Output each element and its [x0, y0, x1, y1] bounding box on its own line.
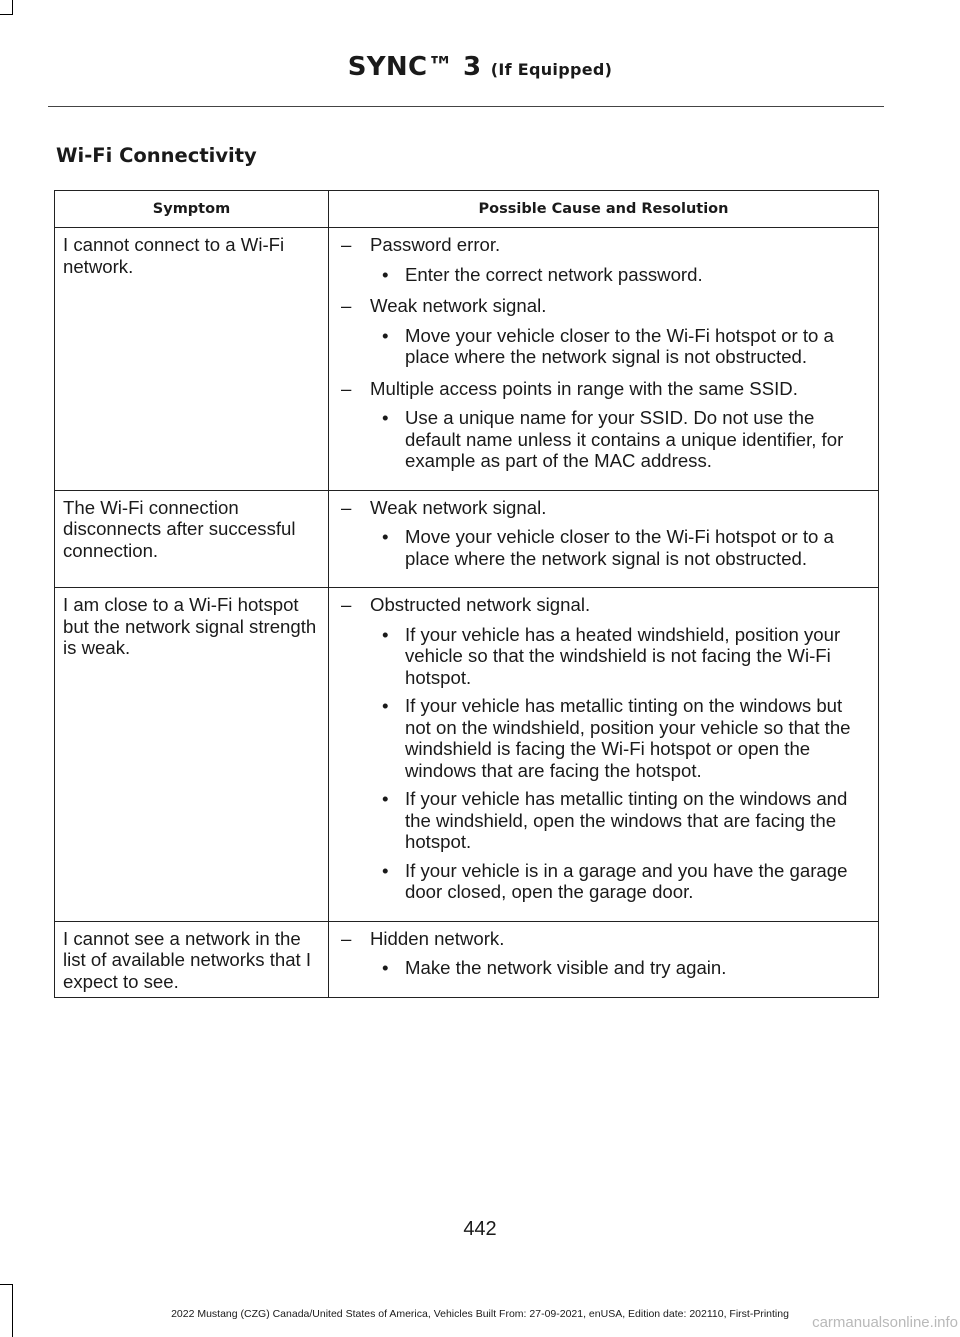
resolution-text: Make the network visible and try again. [405, 957, 727, 978]
cause-text: Password error. [370, 234, 501, 255]
dash-marker: – [341, 234, 352, 255]
resolution-cell [329, 588, 879, 922]
resolution-item [370, 264, 872, 286]
crop-mark-top-left-horizontal [0, 14, 13, 15]
bullet-marker: • [382, 957, 389, 978]
bullet-marker: • [382, 859, 389, 881]
bullet-marker: • [382, 788, 389, 809]
resolution-list [370, 264, 872, 286]
cause-item [341, 234, 872, 285]
column-header-resolution: Possible Cause and Resolution [329, 191, 879, 228]
resolution-text: Move your vehicle closer to the Wi-Fi hotspot or to a place where the network signal is not obstructed. [405, 526, 834, 569]
cause-item [341, 378, 872, 472]
crop-mark-bottom-left-horizontal [0, 1284, 13, 1285]
chapter-title [0, 52, 960, 82]
cause-text: Weak network signal. [370, 295, 547, 316]
resolution-list [370, 957, 872, 979]
resolution-cell [329, 228, 879, 491]
dash-marker: – [341, 496, 352, 518]
resolution-text: If your vehicle has metallic tinting on the windows and the windshield, open the windows that are facing the hotspot. [405, 788, 848, 852]
cause-item [341, 497, 872, 570]
bullet-marker: • [382, 324, 389, 346]
bullet-marker: • [382, 623, 389, 645]
resolution-item [370, 860, 872, 903]
cause-text: Weak network signal. [370, 496, 547, 518]
resolution-list [370, 624, 872, 903]
resolution-text: Move your vehicle closer to the Wi-Fi hotspot or to a place where the network signal is not obstructed. [405, 324, 834, 367]
header-divider [48, 106, 884, 107]
cause-item [341, 928, 872, 979]
chapter-title-suffix: (If Equipped) [490, 60, 613, 79]
resolution-text: If your vehicle has metallic tinting on the windows but not on the windshield, position your vehicle so that the windshield is facing the Wi-Fi hotspot or open the windows that are facing the hotspot. [405, 695, 851, 781]
resolution-text: Enter the correct network password. [405, 263, 703, 285]
cause-text: Multiple access points in range with the same SSID. [370, 377, 798, 399]
resolution-item [370, 957, 872, 979]
bullet-marker: • [382, 263, 389, 285]
column-header-symptom: Symptom [55, 191, 329, 228]
bullet-marker: • [382, 407, 389, 428]
dash-marker: – [341, 295, 352, 316]
resolution-item [370, 407, 872, 472]
section-title: Wi-Fi Connectivity [56, 144, 257, 167]
symptom-cell: I am close to a Wi-Fi hotspot but the network signal strength is weak. [55, 588, 329, 922]
cause-text: Hidden network. [370, 927, 505, 949]
bullet-marker: • [382, 526, 389, 547]
resolution-cell [329, 921, 879, 997]
bullet-marker: • [382, 695, 389, 716]
cause-item [341, 594, 872, 903]
resolution-list [370, 325, 872, 368]
symptom-cell: I cannot see a network in the list of available networks that I expect to see. [55, 921, 329, 997]
cause-item [341, 295, 872, 368]
chapter-title-main: SYNC™ 3 [347, 52, 482, 82]
cause-text: Obstructed network signal. [370, 594, 591, 615]
resolution-item [370, 624, 872, 689]
troubleshooting-table [54, 190, 879, 998]
resolution-text: Use a unique name for your SSID. Do not use the default name unless it contains a unique identifier, for example as part of the MAC address. [405, 407, 844, 471]
resolution-item [370, 526, 872, 569]
symptom-cell: The Wi-Fi connection disconnects after successful connection. [55, 490, 329, 588]
dash-marker: – [341, 594, 352, 615]
dash-marker: – [341, 927, 352, 949]
resolution-list [370, 407, 872, 472]
table-header-row [55, 191, 879, 228]
symptom-cell: I cannot connect to a Wi-Fi network. [55, 228, 329, 491]
crop-mark-top-left-vertical [12, 0, 13, 14]
resolution-item [370, 788, 872, 853]
page-footer: 2022 Mustang (CZG) Canada/United States of America, Vehicles Built From: 27-09-2021, enUSA, Edition date: 202110, First-Printing [171, 1308, 789, 1320]
table-row [55, 588, 879, 922]
table-row [55, 921, 879, 997]
resolution-list [370, 526, 872, 569]
page-number: 442 [463, 1218, 497, 1240]
resolution-text: If your vehicle is in a garage and you have the garage door closed, open the garage door. [405, 859, 848, 902]
table-row [55, 228, 879, 491]
resolution-text: If your vehicle has a heated windshield, position your vehicle so that the windshield is not facing the Wi-Fi hotspot. [405, 623, 841, 688]
table-row [55, 490, 879, 588]
dash-marker: – [341, 377, 352, 399]
resolution-cell [329, 490, 879, 588]
resolution-item [370, 695, 872, 781]
watermark: carmanualsonline.info [812, 1314, 958, 1331]
table-body [55, 228, 879, 998]
resolution-item [370, 325, 872, 368]
